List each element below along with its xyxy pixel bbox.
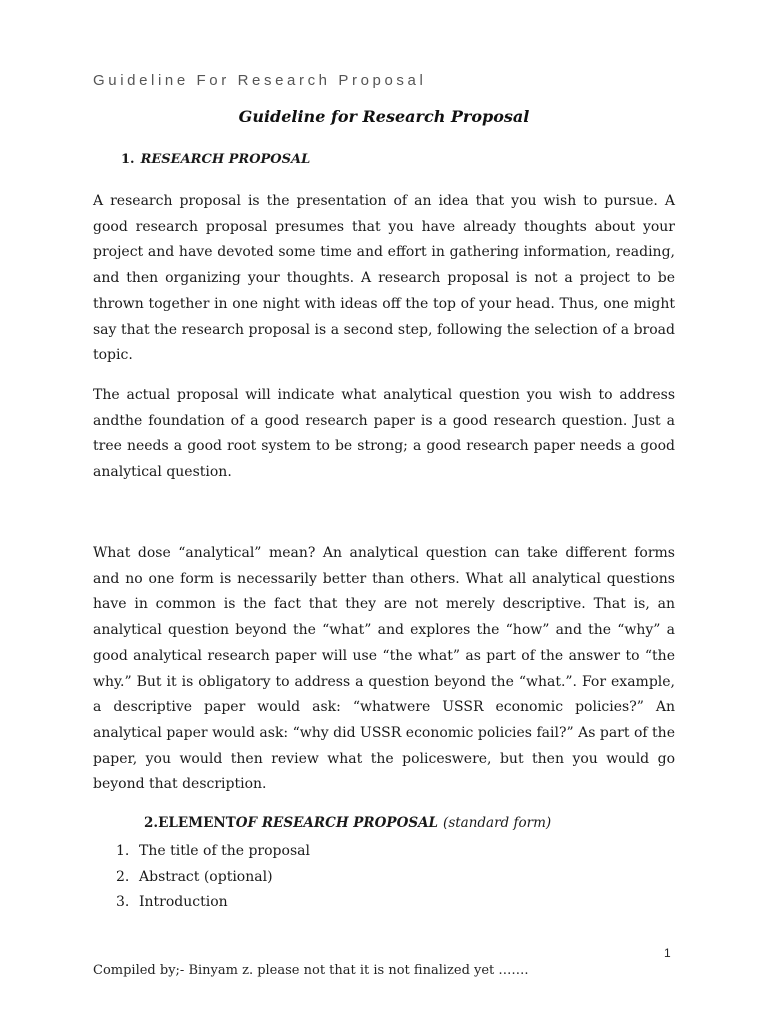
list-item xyxy=(116,865,310,891)
elements-list xyxy=(116,839,310,916)
paragraph-analytical-question: The actual proposal will indicate what analytical question you wish to address andthe foundation of a good research paper is a good research question. Just a tree needs a good root system to be strong; a good research paper needs a good analytical question. xyxy=(93,387,675,481)
list-item-text: The title of the proposal xyxy=(139,843,310,859)
section-1-heading xyxy=(121,152,310,167)
section-2-prefix: 2.ELEMENT xyxy=(144,815,236,831)
paragraph-research-proposal-intro: A research proposal is the presentation of an idea that you wish to pursue. A good research proposal presumes that you have already thoughts about your project and have devoted some time and effort in gathering information, reading, and then organizing your thoughts. A research proposal is not a project to be thrown together in one night with ideas off the top of your head. Thus, one might say that the research proposal is a second step, following the selection of a broad topic. xyxy=(93,193,675,364)
list-item-text: Introduction xyxy=(139,894,228,910)
section-1-number: 1. xyxy=(121,152,135,167)
list-item-number: 2. xyxy=(116,868,130,885)
section-2-note: (standard form) xyxy=(443,815,552,831)
list-item-number: 1. xyxy=(116,843,130,859)
paragraph-analytical-meaning: What dose “analytical” mean? An analytical question can take different forms and no one form is necessarily better than others. What all analytical questions have in common is the fact that they are not merely descriptive. That is, an analytical question beyond the “what” and explores the “how” and the “why” a good analytical research paper will use “the what” as part of the answer to “the why.” But it is obligatory to address a question beyond the “what.”. For example, a descriptive paper would ask: “whatwere USSR economic policies?” An analytical paper would ask: “why did USSR economic policies fail?” As part of the paper, you would then review what the policeswere, but then you would go beyond that description. xyxy=(93,545,675,793)
section-2-heading xyxy=(144,815,551,831)
list-item xyxy=(116,890,310,916)
document-title: Guideline for Research Proposal xyxy=(238,107,530,126)
page-number: 1 xyxy=(664,946,671,960)
running-header: Guideline For Research Proposal xyxy=(93,72,427,89)
section-2-title: OF RESEARCH PROPOSAL xyxy=(235,815,439,831)
list-item xyxy=(116,839,310,865)
footer-compiled-by: Compiled by;- Binyam z. please not that it is not finalized yet ……. xyxy=(93,963,529,978)
list-item-text: Abstract (optional) xyxy=(139,868,273,885)
list-item-number: 3. xyxy=(116,894,130,910)
section-1-title: RESEARCH PROPOSAL xyxy=(140,152,311,167)
